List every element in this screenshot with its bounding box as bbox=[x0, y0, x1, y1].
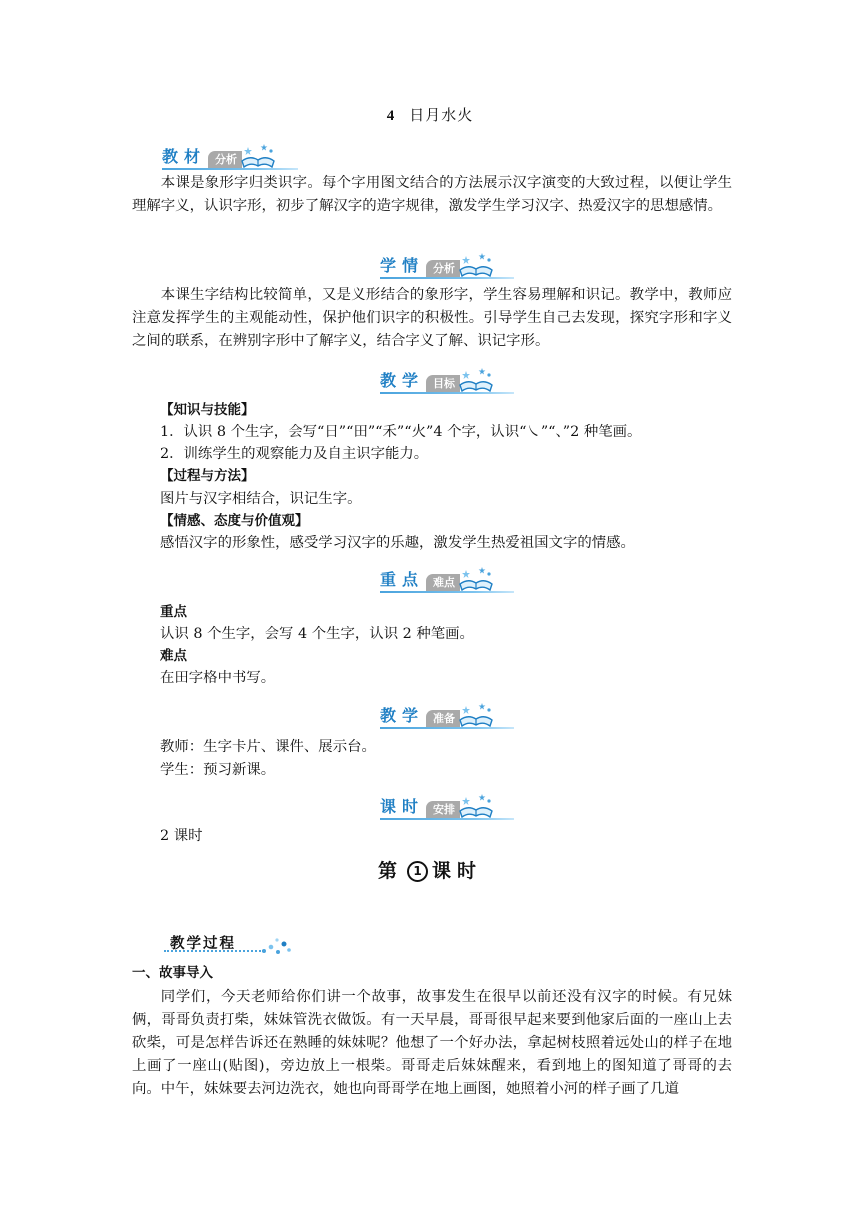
knowledge-heading: 【知识与技能】 bbox=[160, 402, 255, 418]
teaching-process-heading bbox=[164, 930, 300, 956]
period-title bbox=[0, 856, 860, 883]
banner-main-text: 重点 bbox=[380, 570, 425, 589]
material-analysis-text: 本课是象形字归类识字。每个字用图文结合的方法展示汉字演变的大致过程，以便让学生理解字义，认识字形，初步了解汉字的造字规律，激发学生学习汉字、热爱汉字的思想感情。 bbox=[132, 175, 732, 214]
process-method-text: 图片与汉字相结合，识记生字。 bbox=[160, 491, 362, 507]
difficult-point-heading: 难点 bbox=[160, 648, 187, 664]
banner-tag-text: 安排 bbox=[426, 801, 460, 818]
step-1-heading: 一、故事导入 bbox=[132, 965, 213, 981]
open-book-stars-icon bbox=[456, 365, 496, 393]
emotion-heading: 【情感、态度与价值观】 bbox=[160, 513, 309, 529]
banner-teaching-goals bbox=[380, 364, 514, 394]
banner-main-text: 教学 bbox=[380, 706, 425, 725]
key-point-heading: 重点 bbox=[160, 604, 187, 620]
open-book-stars-icon bbox=[456, 250, 496, 278]
open-book-stars-icon bbox=[456, 791, 496, 819]
process-heading-text: 教学过程 bbox=[170, 936, 236, 952]
open-book-stars-icon bbox=[456, 564, 496, 592]
process-method-heading: 【过程与方法】 bbox=[160, 468, 255, 484]
period-number-circle: 1 bbox=[407, 861, 428, 882]
open-book-stars-icon bbox=[456, 700, 496, 728]
banner-student-analysis bbox=[380, 249, 514, 279]
banner-main-text: 教学 bbox=[380, 371, 425, 390]
period-prefix: 第 bbox=[377, 860, 403, 882]
knowledge-item-1: 1．认识 8 个生字，会写“日”“田”“禾”“火”4 个字，认识“㇏”“、”2 种笔画。 bbox=[160, 424, 642, 440]
sparkle-dots-icon bbox=[260, 932, 294, 956]
period-suffix: 课时 bbox=[432, 860, 483, 882]
emotion-text: 感悟汉字的形象性，感受学习汉字的乐趣，激发学生热爱祖国文字的情感。 bbox=[160, 535, 635, 551]
banner-tag-text: 准备 bbox=[426, 710, 460, 727]
open-book-stars-icon bbox=[238, 141, 278, 169]
banner-class-schedule bbox=[380, 790, 514, 820]
banner-tag-text: 目标 bbox=[426, 375, 460, 392]
banner-tag-text: 难点 bbox=[426, 574, 460, 591]
banner-main-text: 教材 bbox=[162, 147, 207, 166]
banner-key-difficult-points bbox=[380, 563, 514, 593]
lesson-title bbox=[0, 104, 860, 125]
knowledge-item-2: 2．训练学生的观察能力及自主识字能力。 bbox=[160, 446, 429, 462]
difficult-point-text: 在田字格中书写。 bbox=[160, 670, 276, 686]
key-point-text: 认识 8 个生字，会写 4 个生字，认识 2 种笔画。 bbox=[160, 626, 474, 642]
banner-tag-text: 分析 bbox=[426, 260, 460, 277]
lesson-number: 4 bbox=[386, 108, 396, 124]
story-text: 同学们，今天老师给你们讲一个故事，故事发生在很早以前还没有汉字的时候。有兄妹俩，哥哥负责打柴，妹妹管洗衣做饭。有一天早晨，哥哥很早起来要到他家后面的一座山上去砍柴，可是怎样告诉还在熟睡的妹妹呢？他想了一个好办法，拿起树枝照着远处山的样子在地上画了一座山(贴图)，旁边放上一根柴。哥哥走后妹妹醒来，看到地上的图知道了哥哥的去向。中午，妹妹要去河边洗衣，她也向哥哥学在地上画图，她照着小河的样子画了几道 bbox=[132, 989, 732, 1097]
banner-main-text: 课时 bbox=[380, 797, 425, 816]
preparation-student: 学生：预习新课。 bbox=[160, 762, 276, 778]
schedule-text: 2 课时 bbox=[160, 828, 203, 844]
banner-teaching-preparation bbox=[380, 699, 514, 729]
preparation-teacher: 教师：生字卡片、课件、展示台。 bbox=[160, 739, 376, 755]
lesson-name: 日月水火 bbox=[409, 106, 474, 124]
banner-tag-text: 分析 bbox=[208, 151, 242, 168]
banner-material-analysis bbox=[162, 140, 298, 170]
student-analysis-text: 本课生字结构比较简单，又是义形结合的象形字，学生容易理解和识记。教学中，教师应注意发挥学生的主观能动性，保护他们识字的积极性。引导学生自己去发现，探究字形和字义之间的联系，在辨别字形中了解字义，结合字义了解、识记字形。 bbox=[132, 287, 732, 349]
banner-main-text: 学情 bbox=[380, 256, 425, 275]
